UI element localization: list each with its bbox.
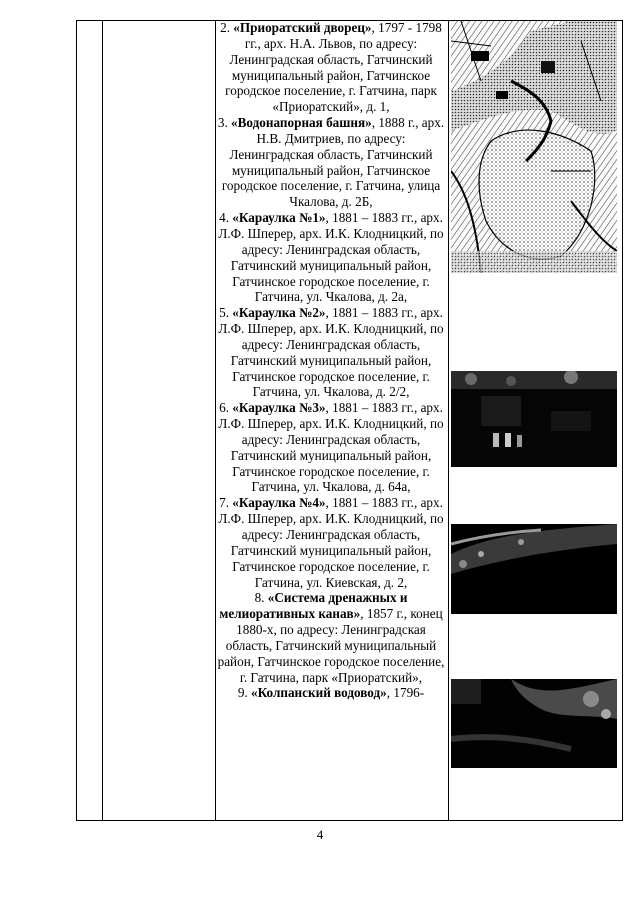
list-item: 3. «Водонапорная башня», 1888 г., арх. Н.В. Дмитриев, по адресу: Ленинградская область, Гатчинский муниципальный район, Гатчинское городское поселение, г. Гатчина, улица Чкалова, д. 2Б, (217, 115, 445, 210)
item-title: «Водонапорная башня» (231, 115, 372, 131)
item-title: «Караулка №3» (232, 400, 326, 416)
photo-drawing (451, 371, 617, 467)
item-title: «Караулка №1» (232, 210, 326, 226)
monument-list (216, 20, 446, 820)
table-column-divider (102, 20, 103, 820)
table-border-bottom (76, 820, 623, 821)
list-item: 5. «Караулка №2», 1881 – 1883 гг., арх. Л.Ф. Шперер, арх. И.К. Клодницкий, по адресу: Ленинградская область, Гатчинский муниципальный район, Гатчинское городское поселение, г. Гатчина, ул. Чкалова, д. 2/2, (218, 305, 444, 400)
park-map-drawing (451, 21, 617, 273)
photo-guardhouse-3 (451, 524, 617, 614)
photo-guardhouse-2 (451, 371, 617, 467)
item-title: «Колпанский водовод» (251, 685, 387, 701)
item-title: «Караулка №2» (232, 305, 326, 321)
item-title: «Приоратский дворец» (233, 20, 372, 35)
list-item: 2. «Приоратский дворец», 1797 - 1798 гг., арх. Н.А. Львов, по адресу: Ленинградская область, Гатчинский муниципальный район, Гатчинское городское поселение, г. Гатчина, парк «Приоратский», д. 1, (220, 20, 442, 115)
park-map-image (451, 21, 617, 273)
item-title: «Караулка №4» (232, 495, 326, 511)
list-item: 8. «Система дренажных и мелиоративных канав», 1857 г., конец 1880-х, по адресу: Ленинградская область, Гатчинский муниципальный район, Гатчинское городское поселение, г. Гатчина, парк «Приоратский», (217, 590, 445, 685)
photo-drainage-canals (451, 679, 617, 768)
list-item: 4. «Караулка №1», 1881 – 1883 гг., арх. Л.Ф. Шперер, арх. И.К. Клодницкий, по адресу: Ленинградская область, Гатчинский муниципальный район, Гатчинское городское поселение, г. Гатчина, ул. Чкалова, д. 2а, (218, 210, 444, 305)
table-border-left (76, 20, 77, 820)
list-item: 7. «Караулка №4», 1881 – 1883 гг., арх. Л.Ф. Шперер, арх. И.К. Клодницкий, по адресу: Ленинградская область, Гатчинский муниципальный район, Гатчинское городское поселение, г. Гатчина, ул. Киевская, д. 2, (218, 495, 444, 590)
list-item: 6. «Караулка №3», 1881 – 1883 гг., арх. Л.Ф. Шперер, арх. И.К. Клодницкий, по адресу: Ленинградская область, Гатчинский муниципальный район, Гатчинское городское поселение, г. Гатчина, ул. Чкалова, д. 64а, (218, 400, 444, 495)
page-number: 4 (316, 827, 324, 842)
item-title: «Система дренажных и мелиоративных канав» (219, 590, 408, 622)
list-item: 9. «Колпанский водовод», 1796- (237, 685, 425, 701)
photo-drawing (451, 524, 617, 614)
table-column-divider (448, 20, 449, 820)
photo-drawing (451, 679, 617, 768)
table-border-right (622, 20, 623, 820)
